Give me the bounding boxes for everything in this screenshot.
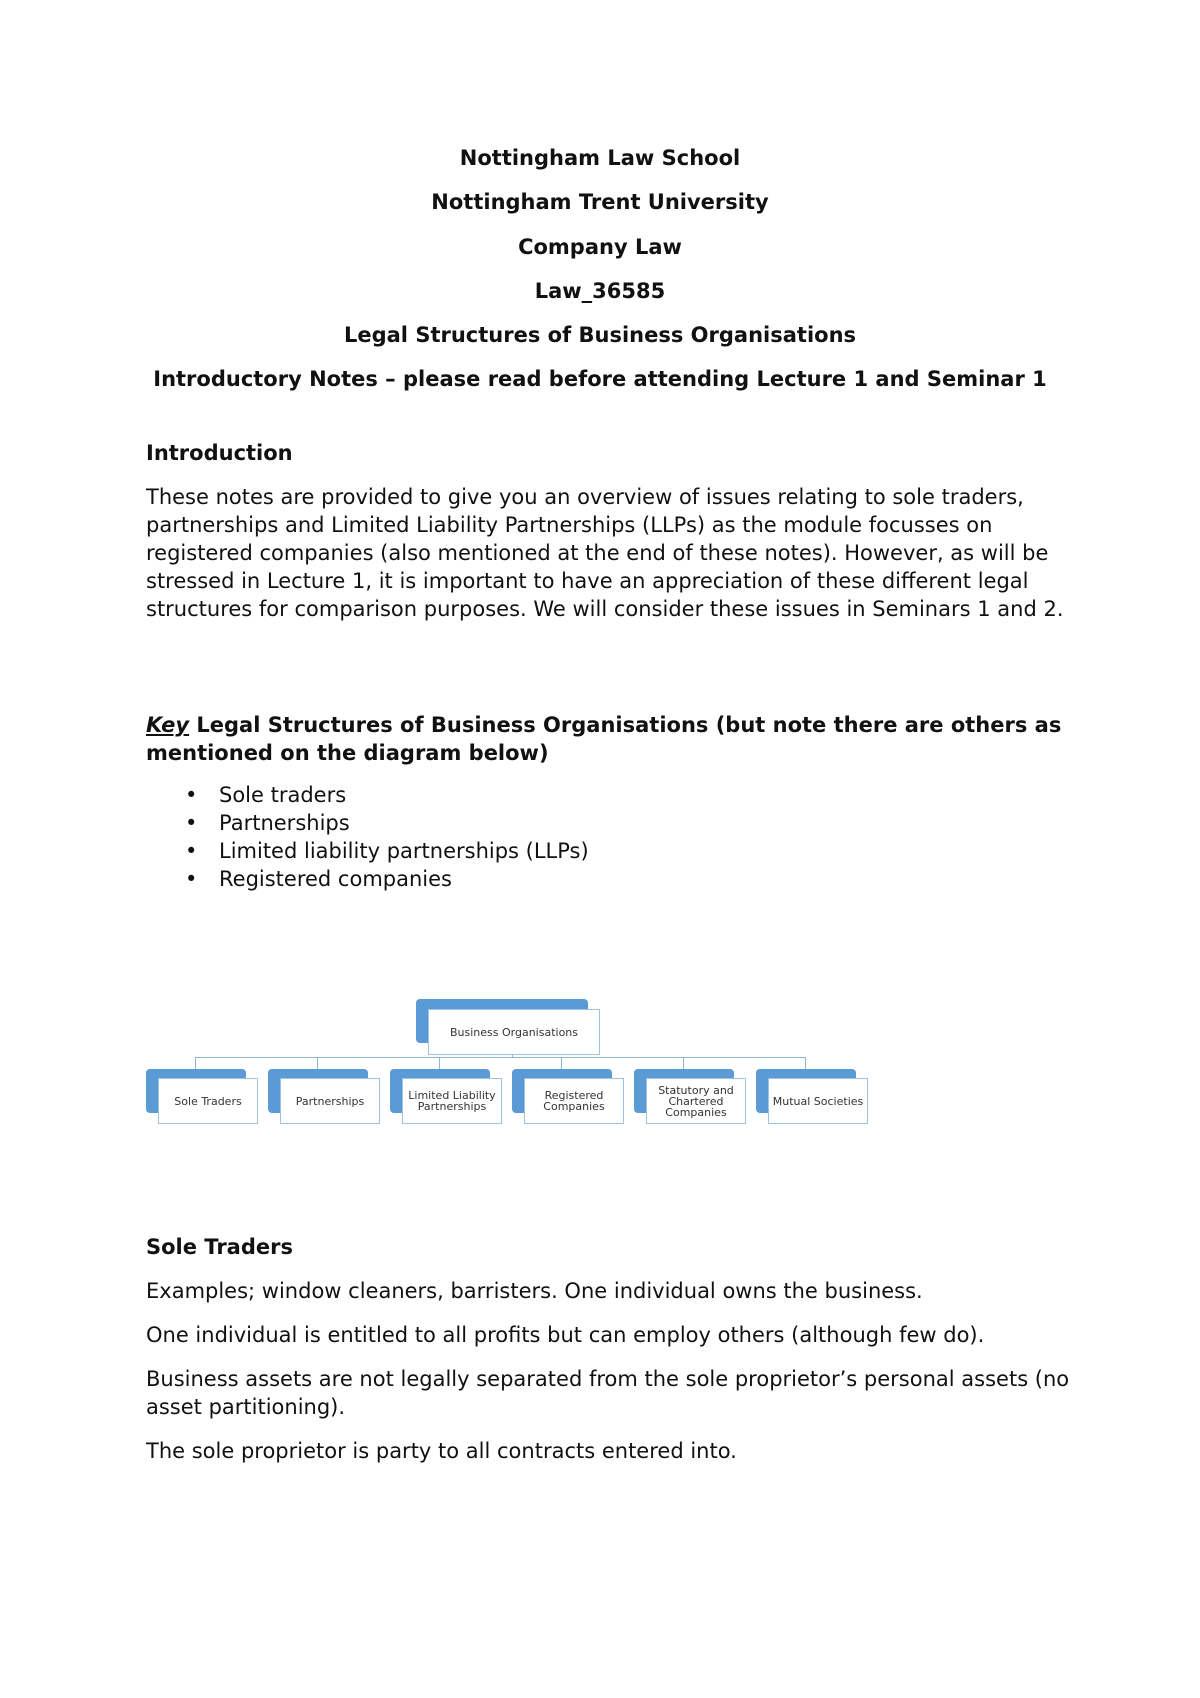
bullet: • bbox=[185, 811, 198, 835]
sole-traders-paragraph-3: Business assets are not legally separated from the sole proprietor’s personal assets (no asset partitioning). bbox=[146, 1367, 1070, 1419]
diagram-node-partnerships bbox=[268, 1069, 380, 1125]
connector-drop-2 bbox=[317, 1057, 318, 1069]
list-item-text: Limited liability partnerships (LLPs) bbox=[219, 839, 589, 863]
node-label: Limited Liability Partnerships bbox=[402, 1078, 502, 1124]
bullet: • bbox=[185, 783, 198, 807]
list-item bbox=[146, 781, 589, 809]
node-label: Business Organisations bbox=[428, 1009, 600, 1055]
header-university: Nottingham Trent University bbox=[431, 190, 769, 214]
diagram-node-statutory-chartered bbox=[634, 1069, 746, 1125]
sole-traders-paragraph-2: One individual is entitled to all profits but can employ others (although few do). bbox=[146, 1323, 985, 1347]
list-item bbox=[146, 865, 589, 893]
list-item bbox=[146, 809, 589, 837]
header-school: Nottingham Law School bbox=[459, 146, 741, 170]
connector-drop-3 bbox=[439, 1057, 440, 1069]
introduction-heading: Introduction bbox=[146, 441, 293, 465]
diagram-node-sole-traders bbox=[146, 1069, 258, 1125]
header-module-code: Law_36585 bbox=[534, 279, 666, 303]
connector-drop-5 bbox=[683, 1057, 684, 1069]
connector-drop-6 bbox=[805, 1057, 806, 1069]
key-word: Key bbox=[146, 713, 190, 737]
sole-traders-paragraph-4: The sole proprietor is party to all contracts entered into. bbox=[146, 1439, 737, 1463]
diagram-node-root bbox=[416, 999, 600, 1055]
node-label: Sole Traders bbox=[158, 1078, 258, 1124]
node-label: Registered Companies bbox=[524, 1078, 624, 1124]
connector-drop-1 bbox=[195, 1057, 196, 1069]
connector-drop-4 bbox=[561, 1057, 562, 1069]
sole-traders-paragraph-1: Examples; window cleaners, barristers. One individual owns the business. bbox=[146, 1279, 923, 1303]
diagram-node-registered-companies bbox=[512, 1069, 624, 1125]
sole-traders-heading: Sole Traders bbox=[146, 1235, 293, 1259]
bullet: • bbox=[185, 867, 198, 891]
connector-horizontal bbox=[195, 1057, 805, 1058]
node-label: Statutory and Chartered Companies bbox=[646, 1078, 746, 1124]
key-heading-text: Legal Structures of Business Organisations (but note there are others as mentioned on the diagram below) bbox=[146, 713, 1062, 765]
key-structures-list bbox=[146, 781, 589, 893]
header-subtitle: Introductory Notes – please read before attending Lecture 1 and Seminar 1 bbox=[153, 367, 1047, 391]
list-item-text: Registered companies bbox=[219, 867, 452, 891]
node-label: Mutual Societies bbox=[768, 1078, 868, 1124]
header-module: Company Law bbox=[518, 235, 682, 259]
node-label: Partnerships bbox=[280, 1078, 380, 1124]
diagram-node-llps bbox=[390, 1069, 502, 1125]
header-title: Legal Structures of Business Organisations bbox=[343, 323, 857, 347]
list-item bbox=[146, 837, 589, 865]
list-item-text: Partnerships bbox=[219, 811, 350, 835]
key-structures-heading bbox=[146, 711, 1076, 767]
diagram-node-mutual-societies bbox=[756, 1069, 868, 1125]
introduction-paragraph: These notes are provided to give you an overview of issues relating to sole traders, partnerships and Limited Liability Partnerships (LLPs) as the module focusses on registered companies (also mentioned at the end of these notes). However, as will be stressed in Lecture 1, it is important to have an appreciation of these different legal structures for comparison purposes. We will consider these issues in Seminars 1 and 2. bbox=[146, 485, 1064, 621]
bullet: • bbox=[185, 839, 198, 863]
list-item-text: Sole traders bbox=[219, 783, 347, 807]
